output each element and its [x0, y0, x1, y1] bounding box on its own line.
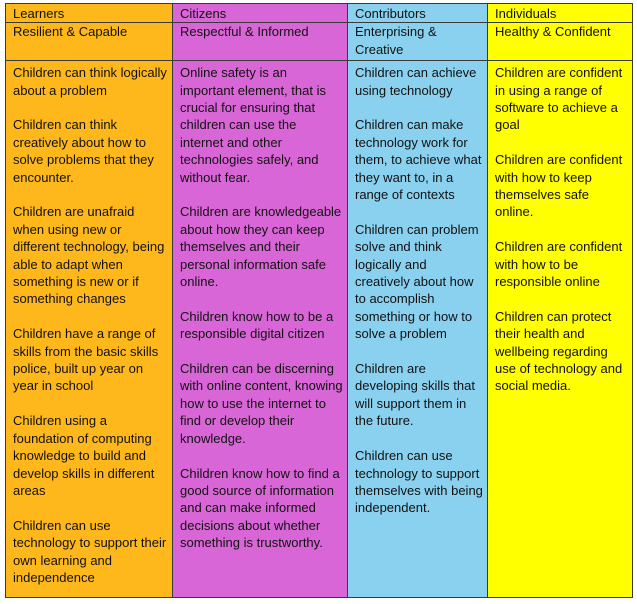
statement: Children can make technology work for them, to achieve what they want to, in a range of contexts [355, 117, 482, 203]
subheader-individuals: Healthy & Confident [488, 23, 633, 61]
header-learners: Learners [6, 4, 173, 23]
subheader-row [6, 23, 633, 61]
statement: Children can protect their health and wellbeing regarding use of technology and social media. [495, 308, 623, 394]
header-contributors: Contributors [348, 4, 488, 23]
learners-statements [6, 61, 173, 598]
statement: Children know how to find a good source of information and can make informed decisions about whether something is trustworthy. [180, 465, 340, 551]
contributors-statements [348, 61, 488, 598]
statement: Children can use technology to support their own learning and independence [13, 517, 167, 585]
statement: Children using a foundation of computing knowledge to build and develop skills in different areas [13, 413, 155, 498]
statement: Children are unafraid when using new or different technology, being able to adapt when something is new or if something changes [13, 204, 165, 307]
citizens-statements [173, 61, 348, 598]
values-table [5, 3, 633, 598]
statement: Children are confident in using a range of software to achieve a goal [495, 65, 623, 133]
statement: Children know how to be a responsible digital citizen [180, 308, 334, 342]
statement: Children can think creatively about how to solve problems that they encounter. [13, 117, 154, 185]
statements-row [6, 61, 633, 598]
statement: Children can problem solve and think logically and creatively about how to accomplish something or how to solve a problem [355, 221, 479, 342]
header-row [6, 4, 633, 23]
statement: Children can think logically about a problem [13, 65, 167, 98]
statement: Children can use technology to support themselves with being independent. [355, 448, 483, 516]
subheader-contributors: Enterprising & Creative [348, 23, 488, 61]
subheader-learners: Resilient & Capable [6, 23, 173, 61]
header-citizens: Citizens [173, 4, 348, 23]
statement: Children can be discerning with online content, knowing how to use the internet to find or develop their knowledge. [180, 361, 343, 446]
subheader-citizens: Respectful & Informed [173, 23, 348, 61]
statement: Children are confident with how to keep themselves safe online. [495, 152, 623, 220]
statement: Children are developing skills that will support them in the future. [355, 361, 475, 429]
statement: Children are knowledgeable about how they can keep themselves and their personal information safe online. [180, 204, 342, 290]
individuals-statements [488, 61, 633, 598]
statement: Children can achieve using technology [355, 65, 477, 98]
statement: Children have a range of skills from the basic skills police, built up year on year in school [13, 326, 159, 394]
statement: Children are confident with how to be responsible online [495, 239, 623, 290]
statement: Online safety is an important element, that is crucial for ensuring that children can use the internet and other technologies safely, and without fear. [180, 65, 326, 185]
header-individuals: Individuals [488, 4, 633, 23]
